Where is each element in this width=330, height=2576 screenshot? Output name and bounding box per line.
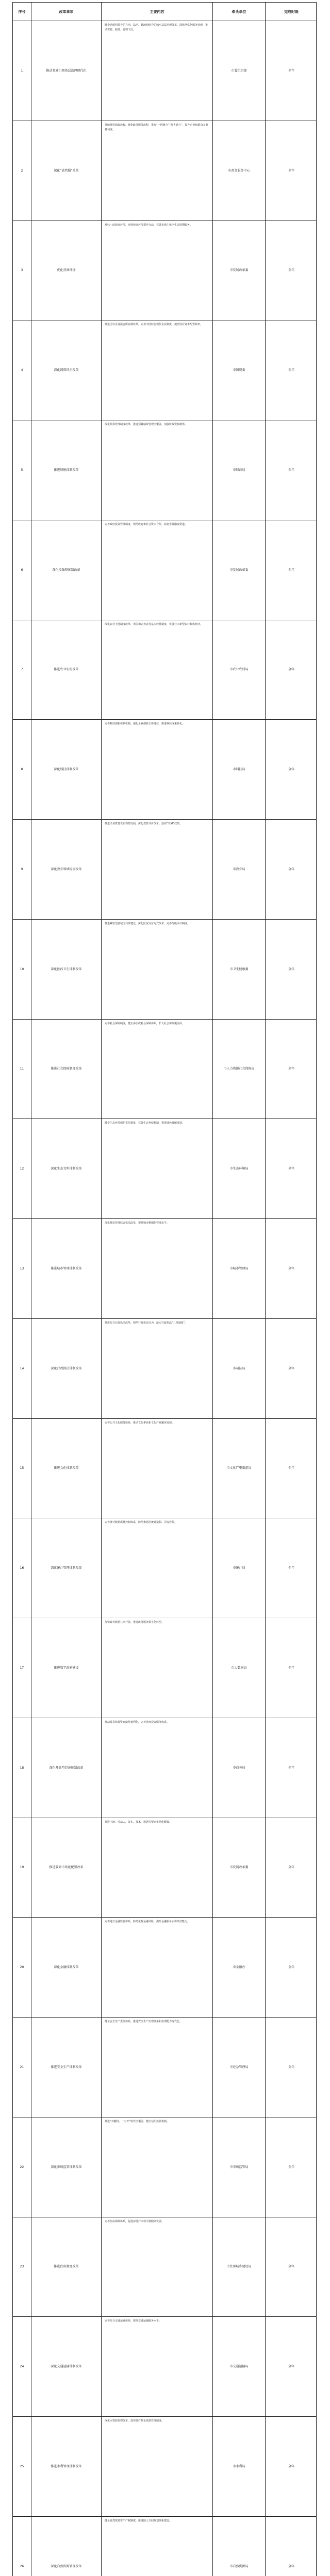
row-dept: 市农业农村局 xyxy=(213,620,266,720)
row-limit: 全年 xyxy=(288,168,294,173)
row-dept: 市统计局 xyxy=(213,1518,266,1618)
row-limit: 全年 xyxy=(288,867,294,871)
row-item: 推进要素市场化配置改革 xyxy=(31,1818,102,1918)
table-row xyxy=(13,1918,316,2018)
row-seq: 16 xyxy=(13,1518,31,1618)
row-limit: 全年 xyxy=(288,1766,294,1770)
row-seq: 11 xyxy=(13,1020,31,1119)
row-seq: 1 xyxy=(13,21,31,121)
row-content: 完善统计数据质量控制体系，防范和惩治统计造假、弄虚作假。 xyxy=(102,1518,213,1618)
row-content: 深化城市管理综合执法改革，提升城市精细化管理水平。 xyxy=(102,1219,213,1318)
row-content: 推进国有企业混合所有制改革，完善中国特色现代企业制度，提升国有资本配置效率。 xyxy=(102,320,213,420)
table-row xyxy=(13,1119,316,1219)
row-seq: 9 xyxy=(13,820,31,919)
row-content: 完善公共文化服务体系，推动文化事业和文化产业繁荣发展。 xyxy=(102,1419,213,1518)
row-content: 推进土地、劳动力、资本、技术、数据等要素市场化配置。 xyxy=(102,1818,213,1918)
table-row xyxy=(13,2018,316,2117)
row-dept: 市国资委 xyxy=(213,320,266,420)
row-limit: 全年 xyxy=(288,2065,294,2069)
table-row xyxy=(13,1020,316,1120)
row-content: 推进综合行政执法改革，规范行政执法行为，落实行政执法“三项制度”。 xyxy=(102,1319,213,1418)
row-dept: 市应急管理局 xyxy=(213,2018,266,2117)
row-dept: 市教育局 xyxy=(213,820,266,919)
table-row xyxy=(13,1419,316,1519)
row-seq: 4 xyxy=(13,320,31,420)
row-item: 深化交通运输体制改革 xyxy=(31,2317,102,2416)
row-content: 完善住房保障体系，促进房地产市场平稳健康发展。 xyxy=(102,2217,213,2317)
row-item: 推进社会保障制度改革 xyxy=(31,1020,102,1119)
table-row xyxy=(13,21,316,121)
row-content: 完善政府投资管理制度，规范政府和社会资本合作，拓宽企业融资渠道。 xyxy=(102,520,213,620)
row-item: 深化“放管服”改革 xyxy=(31,121,102,221)
table-row xyxy=(13,1618,316,1718)
row-dept: 市商务局 xyxy=(213,1718,266,1818)
row-seq: 25 xyxy=(13,2417,31,2516)
row-content: 深化农村土地制度改革，巩固和完善农村基本经营制度，发展壮大新型农村集体经济。 xyxy=(102,620,213,720)
table-row xyxy=(13,1818,316,1918)
row-dept: 市水利局 xyxy=(213,2417,266,2516)
table-header-row xyxy=(13,3,316,21)
row-content: 深化水资源管理改革，落实最严格水资源管理制度。 xyxy=(102,2417,213,2516)
row-seq: 14 xyxy=(13,1319,31,1418)
row-seq: 6 xyxy=(13,520,31,620)
row-content: 完善地方金融监管体系，防范化解金融风险，提升金融服务实体经济能力。 xyxy=(102,1918,213,2017)
row-item: 深化国资国企改革 xyxy=(31,320,102,420)
row-item: 推进财税体制改革 xyxy=(31,420,102,520)
table-row xyxy=(13,320,316,420)
row-seq: 23 xyxy=(13,2217,31,2317)
row-limit: 全年 xyxy=(288,1965,294,1970)
row-item: 深化教育领域综合改革 xyxy=(31,820,102,919)
row-seq: 17 xyxy=(13,1618,31,1718)
row-dept: 市卫生健康委 xyxy=(213,920,266,1019)
table-row xyxy=(13,420,316,520)
row-content: 完善综合交通运输体系，提升交通运输服务水平。 xyxy=(102,2317,213,2416)
row-limit: 全年 xyxy=(288,2464,294,2468)
table-row xyxy=(13,1518,316,1618)
row-dept: 市政务服务中心 xyxy=(213,121,266,221)
row-limit: 全年 xyxy=(288,1566,294,1570)
row-content: 完善社会保险制度，健全多层次社会保障体系，扩大社会保险覆盖面。 xyxy=(102,1020,213,1119)
row-dept: 市文化广电旅游局 xyxy=(213,1419,266,1518)
row-seq: 20 xyxy=(13,1918,31,2017)
table-row xyxy=(13,1718,316,1818)
row-limit: 全年 xyxy=(288,568,294,572)
row-seq: 21 xyxy=(13,2018,31,2117)
header-seq: 序号 xyxy=(13,3,31,21)
row-content: 推进紧密型县域医共体建设，深化医保支付方式改革，完善分级诊疗制度。 xyxy=(102,920,213,1019)
row-dept: 市交通运输局 xyxy=(213,2317,266,2416)
row-item: 推进住房制度改革 xyxy=(31,2217,102,2317)
header-limit: 完成时限 xyxy=(284,9,299,14)
row-seq: 3 xyxy=(13,221,31,320)
row-content: 完善科技创新体制机制，强化企业创新主体地位，推进科技成果转化。 xyxy=(102,720,213,819)
row-dept: 市发展改革委 xyxy=(213,1818,266,1918)
row-limit: 全年 xyxy=(288,1067,294,1071)
table-row xyxy=(13,221,316,321)
header-item: 改革事项 xyxy=(31,3,102,21)
row-item: 推进文化体制改革 xyxy=(31,1419,102,1518)
row-limit: 全年 xyxy=(288,268,294,273)
row-item: 深化行政执法体制改革 xyxy=(31,1319,102,1418)
row-limit: 全年 xyxy=(288,1466,294,1470)
row-item: 推进安全生产体制改革 xyxy=(31,2018,102,2117)
row-item: 推进水利管理体制改革 xyxy=(31,2417,102,2516)
row-item: 深化统计管理体制改革 xyxy=(31,1518,102,1618)
row-dept: 市金融办 xyxy=(213,1918,266,2017)
table-row xyxy=(13,920,316,1020)
row-item: 深化生态文明体制改革 xyxy=(31,1119,102,1218)
row-dept: 市司法局 xyxy=(213,1319,266,1418)
row-dept: 市财政局 xyxy=(213,420,266,520)
row-seq: 26 xyxy=(13,2517,31,2576)
row-limit: 全年 xyxy=(288,69,294,73)
row-content: 推进义务教育优质均衡发展，深化教育评价改革，落实“双减”政策。 xyxy=(102,820,213,919)
row-limit: 全年 xyxy=(288,768,294,772)
row-dept: 市发展改革委 xyxy=(213,520,266,620)
header-content: 主要内容 xyxy=(102,3,213,21)
row-content: 推进“双随机、一公开”监管全覆盖，健全信用监管机制。 xyxy=(102,2117,213,2217)
row-content: 健全安全生产责任体系，推进安全生产治理体系和治理能力现代化。 xyxy=(102,2018,213,2117)
row-dept: 市生态环境局 xyxy=(213,1119,266,1218)
row-content: 健全党组织领导的自治、法治、德治相结合的城乡基层治理体系，深化网格化服务管理，推动资源、服务、管理下沉。 xyxy=(102,21,213,121)
row-seq: 18 xyxy=(13,1718,31,1818)
row-dept: 市住房城乡建设局 xyxy=(213,2217,266,2317)
row-item: 深化科技体制改革 xyxy=(31,720,102,819)
row-dept: 市科技局 xyxy=(213,720,266,819)
table-row xyxy=(13,620,316,720)
row-item: 深化开放型经济体制改革 xyxy=(31,1718,102,1818)
row-content: 健全生态环境保护责任制度，完善生态补偿机制，推进绿色低碳发展。 xyxy=(102,1119,213,1218)
row-limit: 全年 xyxy=(288,668,294,672)
row-limit: 全年 xyxy=(288,967,294,971)
row-limit: 全年 xyxy=(288,1866,294,1870)
table-row xyxy=(13,2317,316,2417)
table-row xyxy=(13,1219,316,1319)
row-dept: 市人力资源社会保障局 xyxy=(213,1020,266,1119)
row-limit: 全年 xyxy=(288,468,294,472)
table-row xyxy=(13,121,316,221)
row-seq: 24 xyxy=(13,2317,31,2416)
table-row xyxy=(13,2417,316,2517)
row-limit: 全年 xyxy=(288,2564,294,2568)
row-item: 深化市场监管体制改革 xyxy=(31,2117,102,2217)
table-row xyxy=(13,720,316,820)
row-seq: 15 xyxy=(13,1419,31,1518)
row-content: 推动贸易和投资自由化便利化，完善外商投资服务体系。 xyxy=(102,1718,213,1818)
table-row xyxy=(13,2117,316,2217)
row-item: 深化金融体制改革 xyxy=(31,1918,102,2017)
row-limit: 全年 xyxy=(288,1167,294,1171)
row-dept: 市发展改革委 xyxy=(213,221,266,320)
row-content: 持续推进简政放权，优化政务服务流程，推行“一网通办”“跨省通办”，提升企业和群众办事便利度。 xyxy=(102,121,213,221)
row-limit: 全年 xyxy=(288,1366,294,1370)
row-limit: 全年 xyxy=(288,368,294,372)
table-body xyxy=(13,21,316,2576)
row-limit: 全年 xyxy=(288,1666,294,1670)
row-seq: 7 xyxy=(13,620,31,720)
row-seq: 2 xyxy=(13,121,31,221)
row-limit: 全年 xyxy=(288,1266,294,1270)
row-dept: 市大数据局 xyxy=(213,1618,266,1718)
table-row xyxy=(13,2217,316,2317)
row-content: 加快政务数据共享开放，推进政务服务数字化转型。 xyxy=(102,1618,213,1718)
row-item: 推进数字政府建设 xyxy=(31,1618,102,1718)
reform-task-table xyxy=(12,2,317,2576)
row-content: 健全自然资源资产产权制度，推进国土空间规划体系建设。 xyxy=(102,2517,213,2576)
row-limit: 全年 xyxy=(288,2265,294,2269)
row-limit: 全年 xyxy=(288,2165,294,2169)
row-item: 推动党建引领基层治理现代化 xyxy=(31,21,102,121)
row-item: 深化投融资体制改革 xyxy=(31,520,102,620)
row-seq: 22 xyxy=(13,2117,31,2217)
row-dept: 市城市管理局 xyxy=(213,1219,266,1318)
row-seq: 12 xyxy=(13,1119,31,1218)
row-content: 深化预算管理制度改革，推进预算绩效管理全覆盖，加强财政资源统筹。 xyxy=(102,420,213,520)
row-dept: 市委组织部 xyxy=(213,21,266,121)
row-item: 深化医药卫生体制改革 xyxy=(31,920,102,1019)
row-dept: 市自然资源局 xyxy=(213,2517,266,2576)
row-seq: 13 xyxy=(13,1219,31,1318)
row-seq: 19 xyxy=(13,1818,31,1918)
row-limit: 全年 xyxy=(288,2365,294,2369)
header-dept: 牵头单位 xyxy=(213,3,266,21)
row-seq: 8 xyxy=(13,720,31,819)
row-content: 对标一流营商环境，开展营商环境提升行动，完善市场主体全生命周期服务。 xyxy=(102,221,213,320)
row-item: 深化自然资源管理改革 xyxy=(31,2517,102,2576)
row-item: 推进农业农村改革 xyxy=(31,620,102,720)
table-row xyxy=(13,2517,316,2576)
table-row xyxy=(13,820,316,920)
row-seq: 10 xyxy=(13,920,31,1019)
table-row xyxy=(13,520,316,620)
row-dept: 市市场监管局 xyxy=(213,2117,266,2217)
table-row xyxy=(13,1319,316,1419)
row-seq: 5 xyxy=(13,420,31,520)
row-item: 推进城市管理体制改革 xyxy=(31,1219,102,1318)
row-item: 优化营商环境 xyxy=(31,221,102,320)
